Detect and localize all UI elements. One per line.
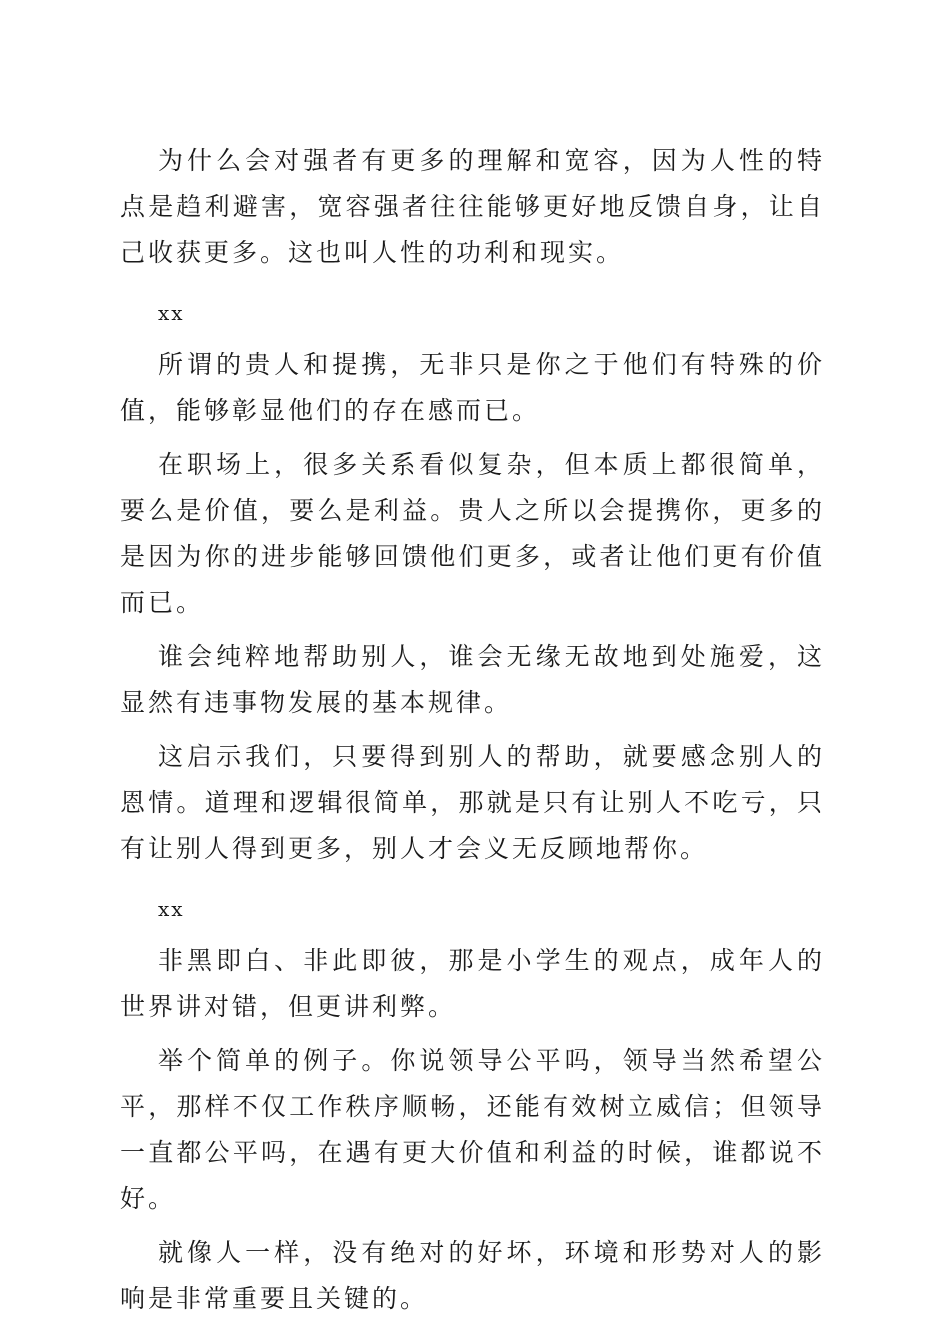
paragraph-3: 在职场上，很多关系看似复杂，但本质上都很简单，要么是价值，要么是利益。贵人之所以会提携你，更多的是因为你的进步能够回馈他们更多，或者让他们更有价值而已。 — [120, 450, 825, 617]
paragraph-4: 谁会纯粹地帮助别人，谁会无缘无故地到处施爱，这显然有违事物发展的基本规律。 — [120, 642, 825, 717]
paragraph-6: 非黑即白、非此即彼，那是小学生的观点，成年人的世界讲对错，但更讲利弊。 — [120, 946, 825, 1021]
paragraph-7: 举个简单的例子。你说领导公平吗，领导当然希望公平，那样不仅工作秩序顺畅，还能有效树立威信；但领导一直都公平吗，在遇有更大价值和利益的时候，谁都说不好。 — [120, 1046, 825, 1213]
paragraph-8: 就像人一样，没有绝对的好坏，环境和形势对人的影响是非常重要且关键的。 — [120, 1238, 825, 1313]
section-separator-1: xx — [158, 301, 185, 325]
paragraph-2: 所谓的贵人和提携，无非只是你之于他们有特殊的价值，能够彰显他们的存在感而已。 — [120, 350, 825, 425]
document-page — [120, 138, 825, 1330]
paragraph-5: 这启示我们，只要得到别人的帮助，就要感念别人的恩情。道理和逻辑很简单，那就是只有让别人不吃亏，只有让别人得到更多，别人才会义无反顾地帮你。 — [120, 742, 825, 863]
paragraph-1: 为什么会对强者有更多的理解和宽容，因为人性的特点是趋利避害，宽容强者往往能够更好地反馈自身，让自己收获更多。这也叫人性的功利和现实。 — [120, 146, 825, 267]
section-separator-2: xx — [158, 897, 185, 921]
